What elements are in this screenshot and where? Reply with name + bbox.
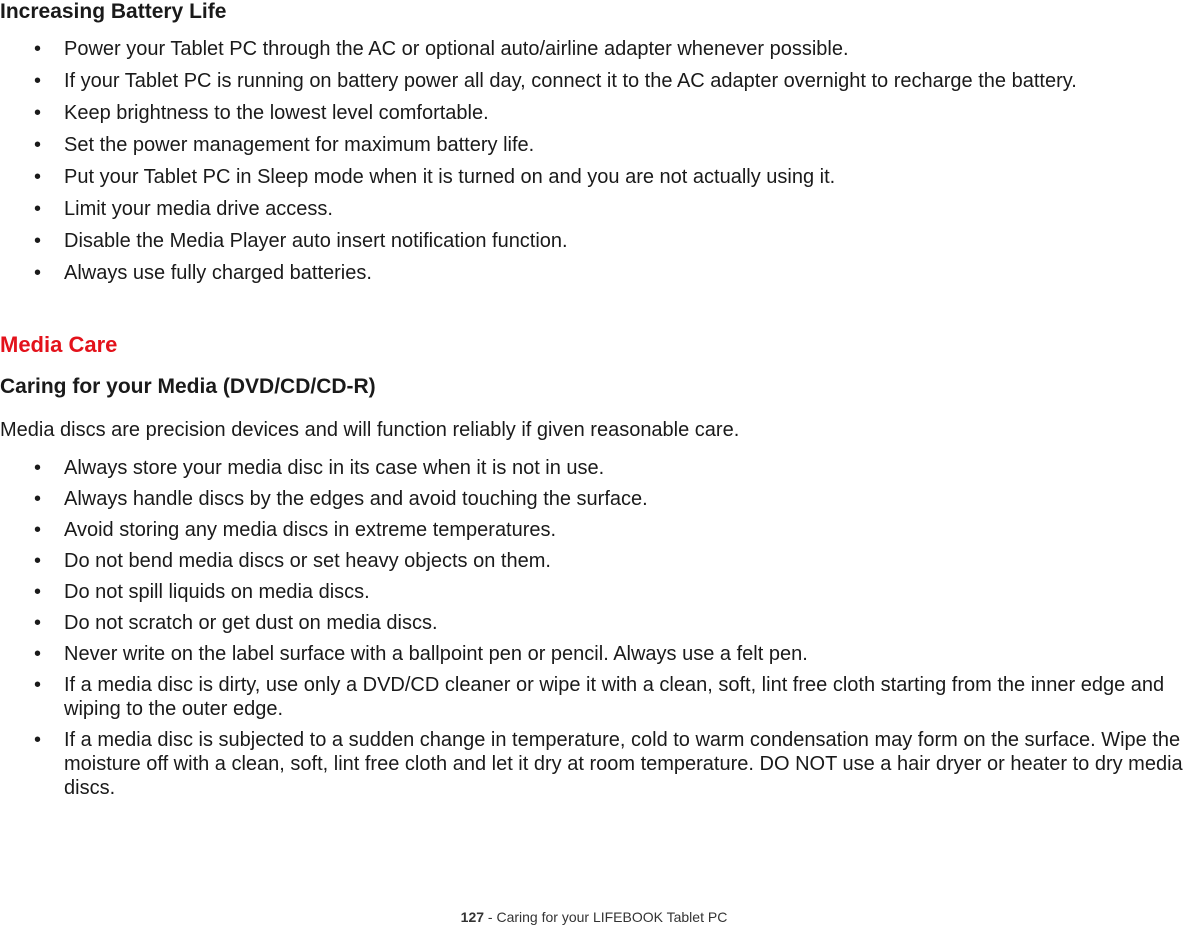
- bullet-icon: •: [34, 38, 42, 60]
- list-item: • Disable the Media Player auto insert notification function.: [34, 230, 568, 252]
- bullet-icon: •: [34, 519, 42, 541]
- bullet-icon: •: [34, 581, 42, 603]
- list-item: • Power your Tablet PC through the AC or optional auto/airline adapter whenever possible.: [34, 38, 849, 60]
- battery-tips-list: [0, 37, 1188, 285]
- bullet-icon: •: [34, 262, 42, 284]
- list-item: • Limit your media drive access.: [34, 198, 333, 220]
- media-intro: Media discs are precision devices and will function reliably if given reasonable care.: [0, 419, 740, 441]
- list-item: • Do not spill liquids on media discs.: [34, 581, 370, 603]
- list-item: • Do not scratch or get dust on media discs.: [34, 612, 438, 634]
- bullet-icon: •: [34, 488, 42, 510]
- battery-heading: Increasing Battery Life: [0, 0, 227, 23]
- list-item: • Always store your media disc in its case when it is not in use.: [34, 457, 605, 479]
- list-item: • Set the power management for maximum battery life.: [34, 134, 535, 156]
- bullet-icon: •: [34, 134, 42, 156]
- bullet-icon: •: [34, 230, 42, 252]
- bullet-icon: •: [34, 550, 42, 572]
- media-care-heading: Media Care: [0, 332, 118, 357]
- list-item: • If a media disc is subjected to a sudden change in temperature, cold to warm condensation may form on the surface. Wipe the moisture off with a clean, soft, lint free cloth and let it dry at room temperature. DO NOT use a hair dryer or heater to dry media discs.: [34, 729, 1183, 799]
- list-item: • Put your Tablet PC in Sleep mode when it is turned on and you are not actually using it.: [34, 166, 836, 188]
- page-number: 127: [460, 909, 485, 925]
- bullet-icon: •: [34, 674, 42, 696]
- list-item: • If a media disc is dirty, use only a DVD/CD cleaner or wipe it with a clean, soft, lint free cloth starting from the inner edge and wiping to the outer edge.: [34, 674, 1165, 720]
- page-footer: [0, 908, 1188, 926]
- footer-text: - Caring for your LIFEBOOK Tablet PC: [484, 909, 728, 925]
- list-item: • Always use fully charged batteries.: [34, 262, 372, 284]
- media-tips-list: [0, 456, 1188, 800]
- bullet-icon: •: [34, 70, 42, 92]
- list-item: • Do not bend media discs or set heavy objects on them.: [34, 550, 551, 572]
- list-item: • If your Tablet PC is running on battery power all day, connect it to the AC adapter overnight to recharge the battery.: [34, 70, 1077, 92]
- bullet-icon: •: [34, 198, 42, 220]
- bullet-icon: •: [34, 102, 42, 124]
- list-item: • Keep brightness to the lowest level comfortable.: [34, 102, 489, 124]
- bullet-icon: •: [34, 729, 42, 751]
- list-item: • Always handle discs by the edges and avoid touching the surface.: [34, 488, 648, 510]
- bullet-icon: •: [34, 612, 42, 634]
- media-subheading: Caring for your Media (DVD/CD/CD-R): [0, 375, 376, 398]
- list-item: • Never write on the label surface with a ballpoint pen or pencil. Always use a felt pen.: [34, 643, 808, 665]
- bullet-icon: •: [34, 166, 42, 188]
- bullet-icon: •: [34, 457, 42, 479]
- bullet-icon: •: [34, 643, 42, 665]
- list-item: • Avoid storing any media discs in extreme temperatures.: [34, 519, 557, 541]
